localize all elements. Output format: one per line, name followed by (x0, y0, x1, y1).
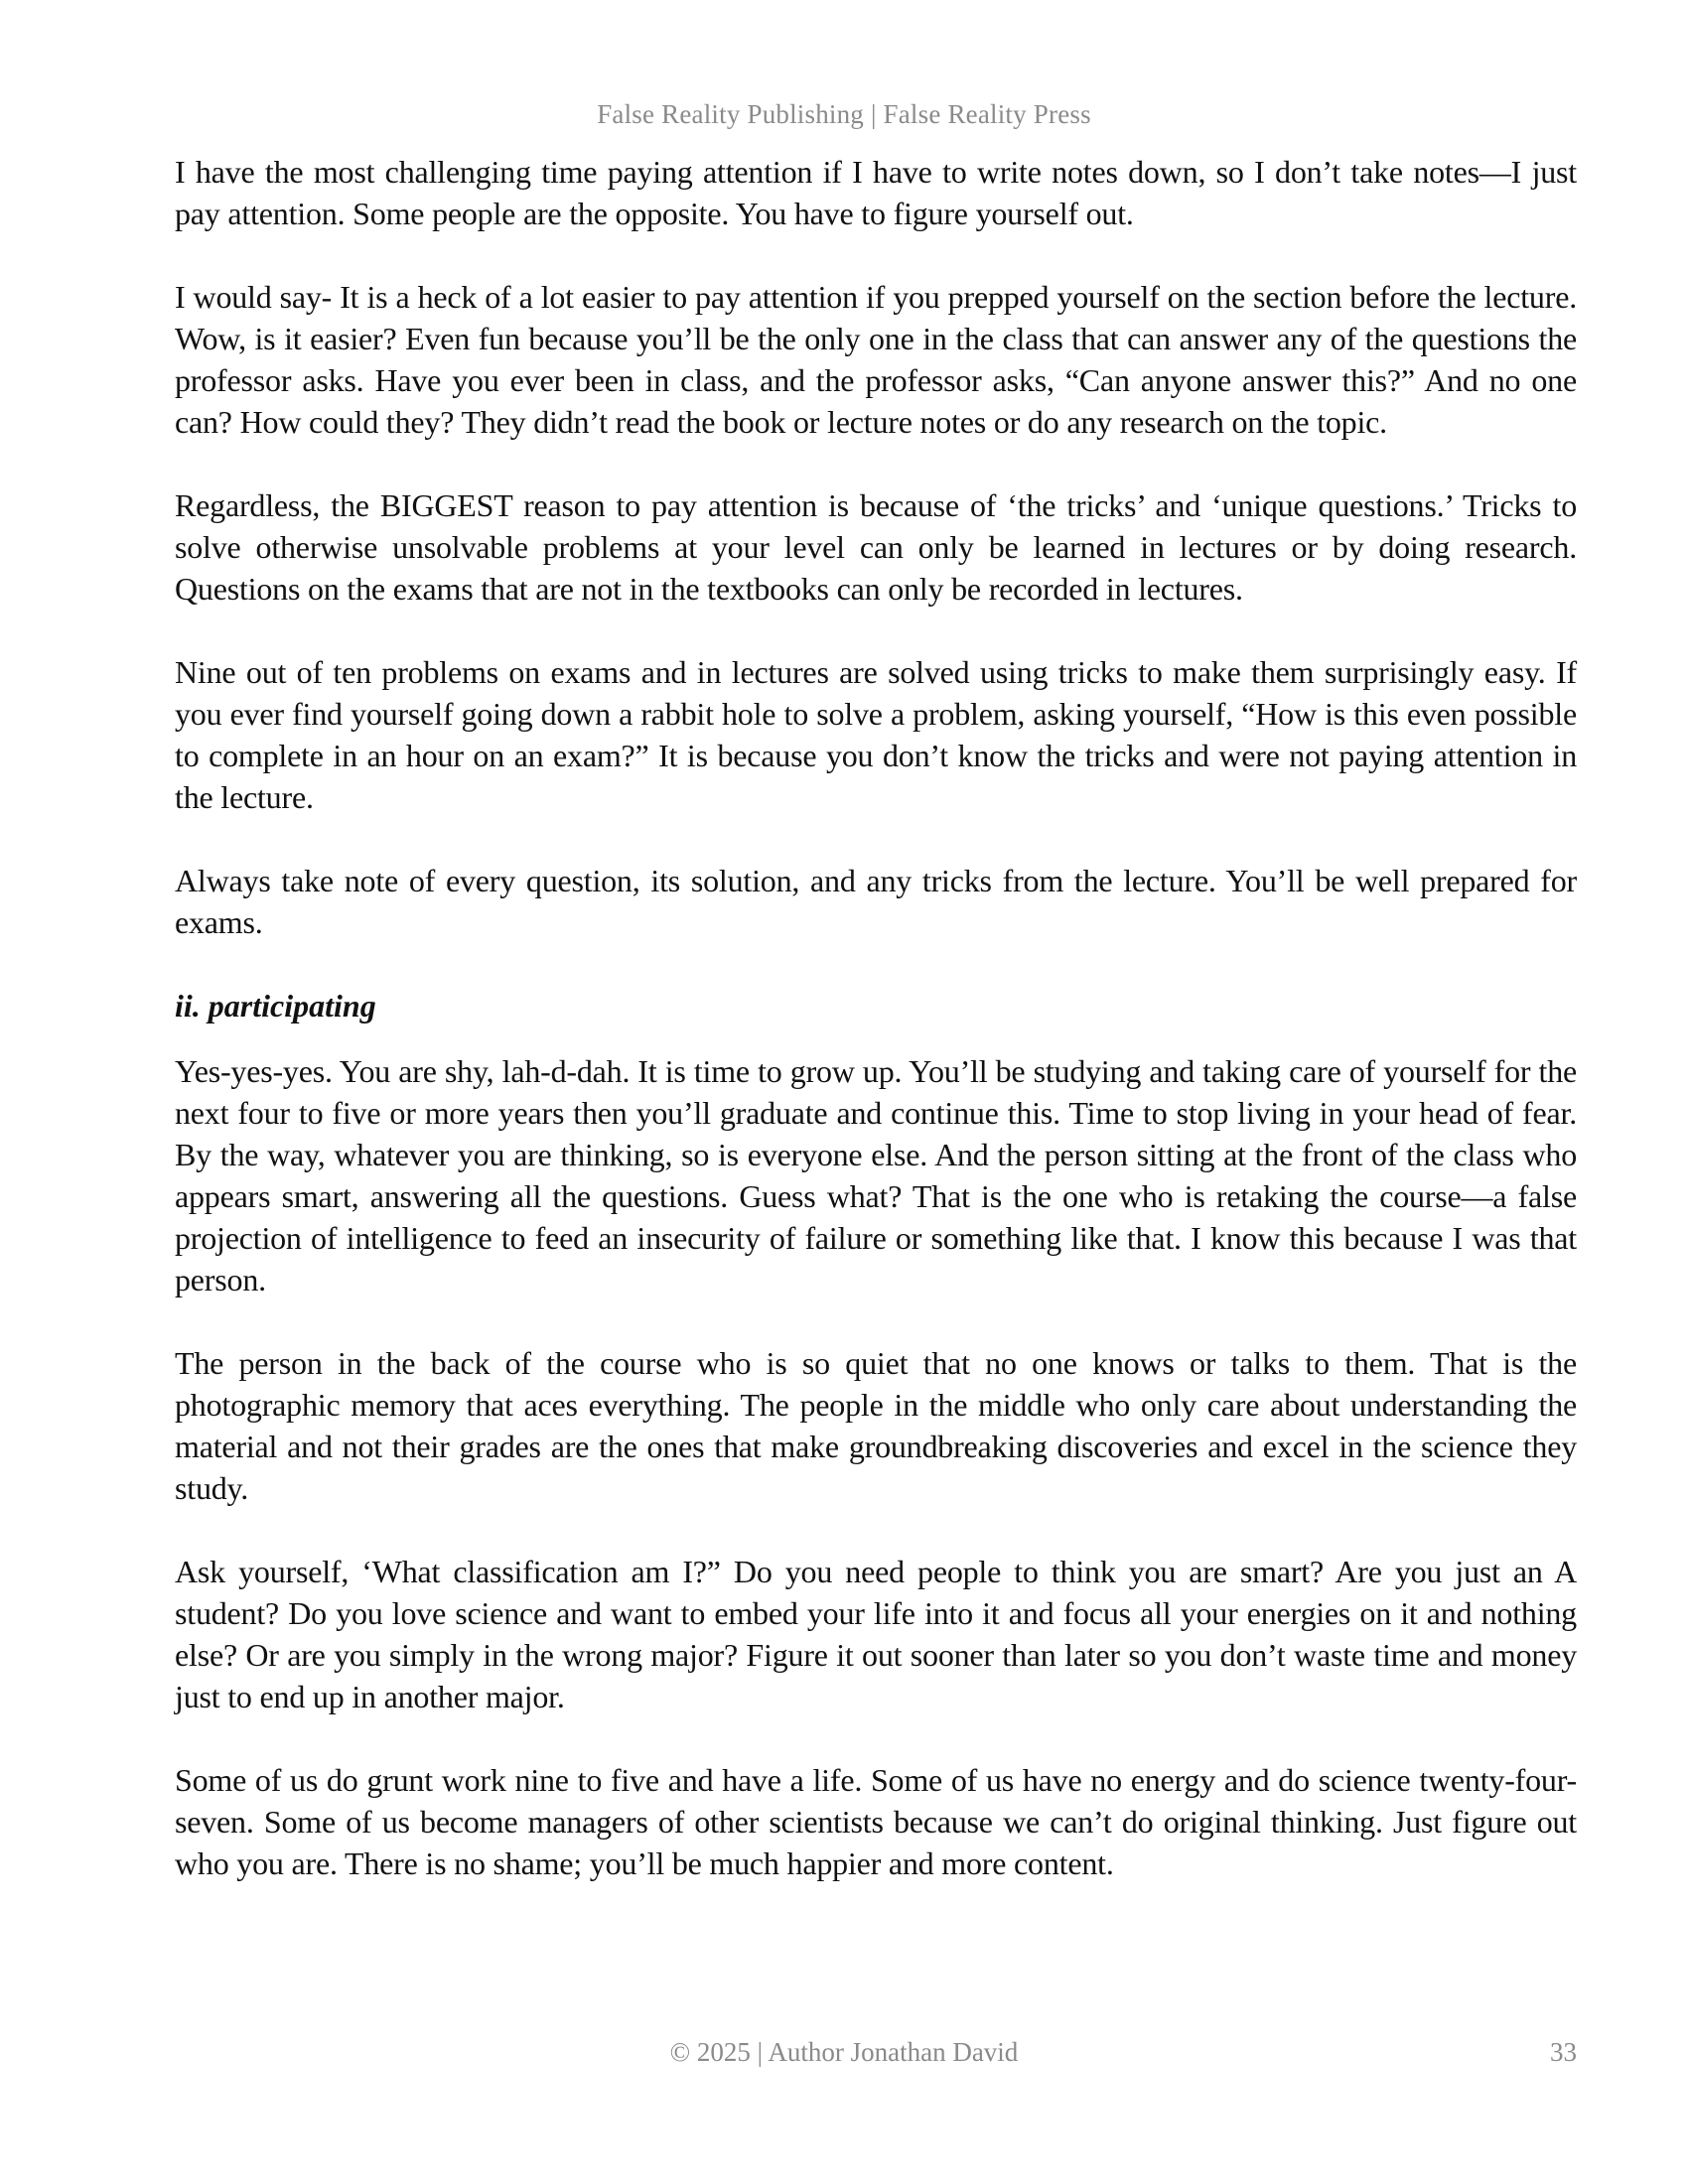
running-header: False Reality Publishing | False Reality Press (597, 99, 1091, 129)
page-number: 33 (1550, 2037, 1577, 2067)
section-subheading: ii. participating (175, 988, 376, 1024)
paragraph-take-note: Always take note of every question, its solution, and any tricks from the lecture. You’ll be well prepared for exams. (175, 863, 1577, 940)
paragraph-tricks-and-questions: Regardless, the BIGGEST reason to pay attention is because of ‘the tricks’ and ‘unique questions.’ Tricks to solve otherwise unsolvable problems at your level can only be learned in lectures or by doing research. Questions on the exams that are not in the textbooks can only be recorded in lectures. (175, 487, 1577, 607)
paragraph-note-taking: I have the most challenging time paying attention if I have to write notes down, so I don’t take notes—I just pay attention. Some people are the opposite. You have to figure yourself out. (175, 154, 1577, 231)
paragraph-classification: Ask yourself, ‘What classification am I?” Do you need people to think you are smart? Are you just an A student? Do you love science and want to embed your life into it and focus all your energies on it and nothing else? Or are you simply in the wrong major? Figure it out sooner than later so you don’t waste time and money just to end up in another major. (175, 1554, 1577, 1714)
paragraph-grow-up: Yes-yes-yes. You are shy, lah-d-dah. It is time to grow up. You’ll be studying and taking care of yourself for the next four to five or more years then you’ll graduate and continue this. Time to stop living in your head of fear. By the way, whatever you are thinking, so is everyone else. And the person sitting at the front of the class who appears smart, answering all the questions. Guess what? That is the one who is retaking the course—a false projection of intelligence to feed an insecurity of failure or something like that. I know this because I was that person. (175, 1053, 1577, 1297)
paragraph-nine-out-of-ten: Nine out of ten problems on exams and in lectures are solved using tricks to make them surprisingly easy. If you ever find yourself going down a rabbit hole to solve a problem, asking yourself, “How is this even possible to complete in an hour on an exam?” It is because you don’t know the tricks and were not paying attention in the lecture. (175, 654, 1577, 815)
page-body (175, 151, 1577, 1926)
paragraph-prep-before-lecture: I would say- It is a heck of a lot easier to pay attention if you prepped yourself on the section before the lecture. Wow, is it easier? Even fun because you’ll be the only one in the class that can answer any of the questions the professor asks. Have you ever been in class, and the professor asks, “Can anyone answer this?” And no one can? How could they? They didn’t read the book or lecture notes or do any research on the topic. (175, 279, 1577, 440)
footer-copyright: © 2025 | Author Jonathan David (669, 2037, 1019, 2067)
paragraph-quiet-person: The person in the back of the course who is so quiet that no one knows or talks to them. That is the photographic memory that aces everything. The people in the middle who only care about understanding the material and not their grades are the ones that make groundbreaking discoveries and excel in the science they study. (175, 1345, 1577, 1506)
paragraph-who-you-are: Some of us do grunt work nine to five and have a life. Some of us have no energy and do science twenty-four-seven. Some of us become managers of other scientists because we can’t do original thinking. Just figure out who you are. There is no shame; you’ll be much happier and more content. (175, 1762, 1577, 1881)
